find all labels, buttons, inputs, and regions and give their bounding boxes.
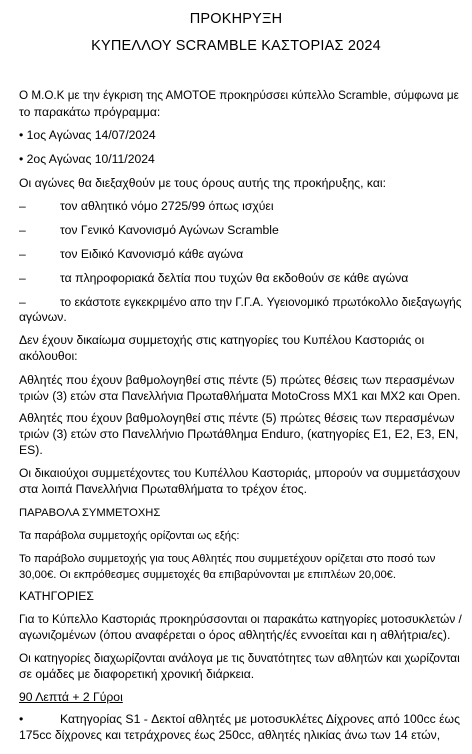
groups-line-1: Οι κατηγορίες διαχωρίζονται ανάλογα με τις δυνατότητες των αθλητών και χωρίζονται bbox=[19, 651, 460, 665]
intro-line-2: το παρακάτω πρόγραμμα: bbox=[19, 105, 161, 119]
category-s1-line-2: 175cc δίχρονες και τετράχρονες έως 250cc, αθλητές ηλικίας άνω των 14 ετών, bbox=[19, 728, 441, 742]
term-1-dash: – bbox=[19, 199, 26, 213]
term-3-dash: – bbox=[19, 247, 26, 261]
fees-heading: ΠΑΡΑΒΟΛΑ ΣΥΜΜΕΤΟΧΗΣ bbox=[19, 507, 161, 519]
term-1: τον αθλητικό νόμο 2725/99 όπως ισχύει bbox=[60, 199, 274, 213]
enduro-exclusion-line-2: τριών (3) ετών στο Πανελλήνιο Πρωτάθλημα Enduro, (κατηγορίες Ε1, Ε2, Ε3, ΕΝ, bbox=[19, 427, 459, 441]
exclusion-line-2: ακόλουθοι: bbox=[19, 349, 78, 363]
duration-heading: 90 Λεπτά + 2 Γύροι bbox=[19, 690, 123, 704]
term-5-line-1: το εκάστοτε εγκεκριμένο απο την Γ.Γ.Α. Υγειονομικό πρωτόκολλο διεξαγωγής bbox=[60, 295, 462, 309]
term-5-line-2: αγώνων. bbox=[19, 310, 67, 324]
intro-line-1: Ο Μ.Ο.Κ με την έγκριση της ΑΜΟΤΟΕ προκηρύσσει κύπελλο Scramble, σύμφωνα με bbox=[19, 89, 459, 102]
eligibility-line-2: στα λοιπά Πανελλήνια Πρωταθλήματα το τρέχον έτος. bbox=[19, 482, 307, 496]
term-2-dash: – bbox=[19, 223, 26, 237]
enduro-exclusion-line-3: ES). bbox=[19, 443, 43, 457]
document-subtitle: ΚΥΠΕΛΛΟΥ SCRAMBLE ΚΑΣΤΟΡΙΑΣ 2024 bbox=[91, 38, 381, 54]
term-3: τον Ειδικό Κανονισμό κάθε αγώνα bbox=[60, 247, 244, 261]
motocross-exclusion-line-1: Αθλητές που έχουν βαθμολογηθεί στις πέντε (5) πρώτες θέσεις των περασμένων bbox=[19, 373, 455, 387]
terms-intro: Οι αγώνες θα διεξαχθούν με τους όρους αυτής της προκήρυξης, και: bbox=[19, 176, 386, 190]
category-s1-line-1: Κατηγορίας S1 - Δεκτοί αθλητές με μοτοσυκλέτες Δίχρονες από 100cc έως bbox=[60, 712, 460, 726]
fees-line-2: 30,00€. Οι εκπρόθεσμες συμμετοχές θα επιβαρύνονται με επιπλέων 20,00€. bbox=[19, 569, 397, 581]
document-title: ΠΡΟΚΗΡΥΞΗ bbox=[189, 11, 283, 27]
groups-line-2: σε ομάδες με διαφορετική χρονική διάρκεια. bbox=[19, 667, 255, 681]
term-4: τα πληροφοριακά δελτία που τυχών θα εκδοθούν σε κάθε αγώνα bbox=[60, 271, 409, 285]
categories-line-1: Για το Κύπελλο Καστοριάς προκηρύσσονται οι παρακάτω κατηγορίες μοτοσυκλετών / bbox=[19, 612, 462, 626]
eligibility-line-1: Οι δικαιούχοι συμμετέχοντες του Κυπέλλου Καστοριάς, μπορούν να συμμετάσχουν bbox=[19, 466, 461, 480]
categories-heading: ΚΑΤΗΓΟΡΙΕΣ bbox=[19, 589, 94, 603]
term-2: τον Γενικό Κανονισμό Αγώνων Scramble bbox=[60, 223, 279, 237]
exclusion-line-1: Δεν έχουν δικαίωμα συμμετοχής στις κατηγορίες του Κυπέλου Καστοριάς οι bbox=[19, 333, 425, 347]
fees-intro: Τα παράβολα συμμετοχής ορίζονται ως εξής: bbox=[19, 530, 240, 542]
categories-line-2: αγωνιζομένων (όπου αναφέρεται ο όρος αθλητής/ές εννοείται και η αθλήτρια/ες). bbox=[19, 628, 451, 642]
term-4-dash: – bbox=[19, 271, 26, 285]
s1-bullet: • bbox=[19, 712, 24, 726]
enduro-exclusion-line-1: Αθλητές που έχουν βαθμολογηθεί στις πέντε (5) πρώτες θέσεις των περασμένων bbox=[19, 411, 455, 425]
race-2: • 2ος Αγώνας 10/11/2024 bbox=[19, 152, 155, 166]
fees-line-1: Το παράβολο συμμετοχής για τους Αθλητές που συμμετέχουν ορίζεται στο ποσό των bbox=[19, 553, 436, 565]
motocross-exclusion-line-2: τριών (3) ετών στα Πανελλήνια Πρωταθλήματα MotoCross MX1 και MX2 και Open. bbox=[19, 389, 461, 403]
term-5-dash: – bbox=[19, 295, 26, 309]
race-1: • 1ος Αγώνας 14/07/2024 bbox=[19, 128, 156, 142]
